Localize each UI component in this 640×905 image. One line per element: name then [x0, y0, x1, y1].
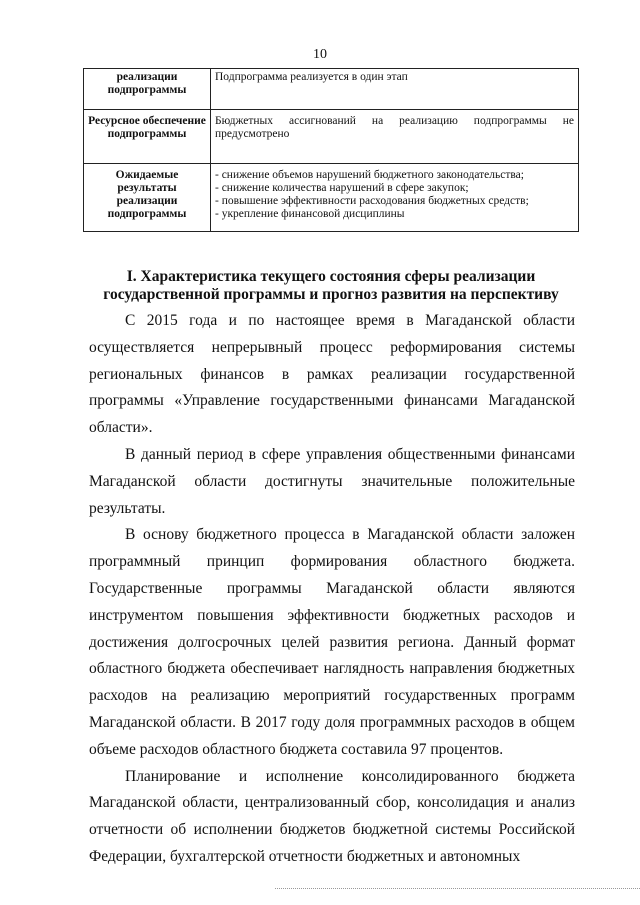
list-item: - укрепление финансовой дисциплины [215, 208, 405, 220]
section-title-line: I. Характеристика текущего состояния сферы реализации [126, 268, 536, 285]
page-number: 10 [313, 47, 327, 62]
list-item: - снижение количества нарушений в сфере закупок; [215, 182, 469, 194]
row-label: реализации подпрограммы [84, 69, 211, 110]
row-label: Ожидаемые результаты реализации подпрограммы [84, 164, 211, 232]
subprogram-passport-table [83, 68, 579, 232]
section-title-line: государственной программы и прогноз развития на перспективу [103, 286, 559, 303]
expected-results-list [211, 164, 579, 232]
paragraph: Планирование и исполнение консолидированного бюджета Магаданской области, централизованный сбор, консолидация и анализ отчетности об исполнении бюджетов бюджетной системы Российской Федерации, бухгалтерской отчетности бюджетных и автономных [89, 767, 575, 865]
paragraph: С 2015 года и по настоящее время в Магаданской области осуществляется непрерывный процесс реформирования системы региональных финансов в рамках реализации государственной программы «Управление государственными финансами Магаданской области». [89, 312, 575, 437]
section-title [83, 268, 579, 304]
section-body [89, 308, 575, 871]
list-item: - повышение эффективности расходования бюджетных средств; [215, 195, 529, 207]
table-row [84, 110, 579, 164]
list-item: - снижение объемов нарушений бюджетного законодательства; [215, 169, 524, 181]
row-value: Бюджетных ассигнований на реализацию подпрограммы не предусмотрено [211, 110, 579, 164]
table-row [84, 164, 579, 232]
row-label: Ресурсное обеспечение подпрограммы [84, 110, 211, 164]
row-value: Подпрограмма реализуется в один этап [211, 69, 579, 110]
paragraph: В данный период в сфере управления общественными финансами Магаданской области достигнуты значительные положительные результаты. [89, 445, 575, 517]
scan-footer-line [275, 888, 640, 890]
table-row [84, 69, 579, 110]
paragraph: В основу бюджетного процесса в Магаданской области заложен программный принцип формирования областного бюджета. Государственные программы Магаданской области являются инструментом повышения эффективности бюджетных расходов и достижения долгосрочных целей развития региона. Данный формат областного бюджета обеспечивает наглядность направления бюджетных расходов на реализацию мероприятий государственных программ Магаданской области. В 2017 году доля программных расходов в общем объеме расходов областного бюджета составила 97 процентов. [89, 526, 575, 758]
